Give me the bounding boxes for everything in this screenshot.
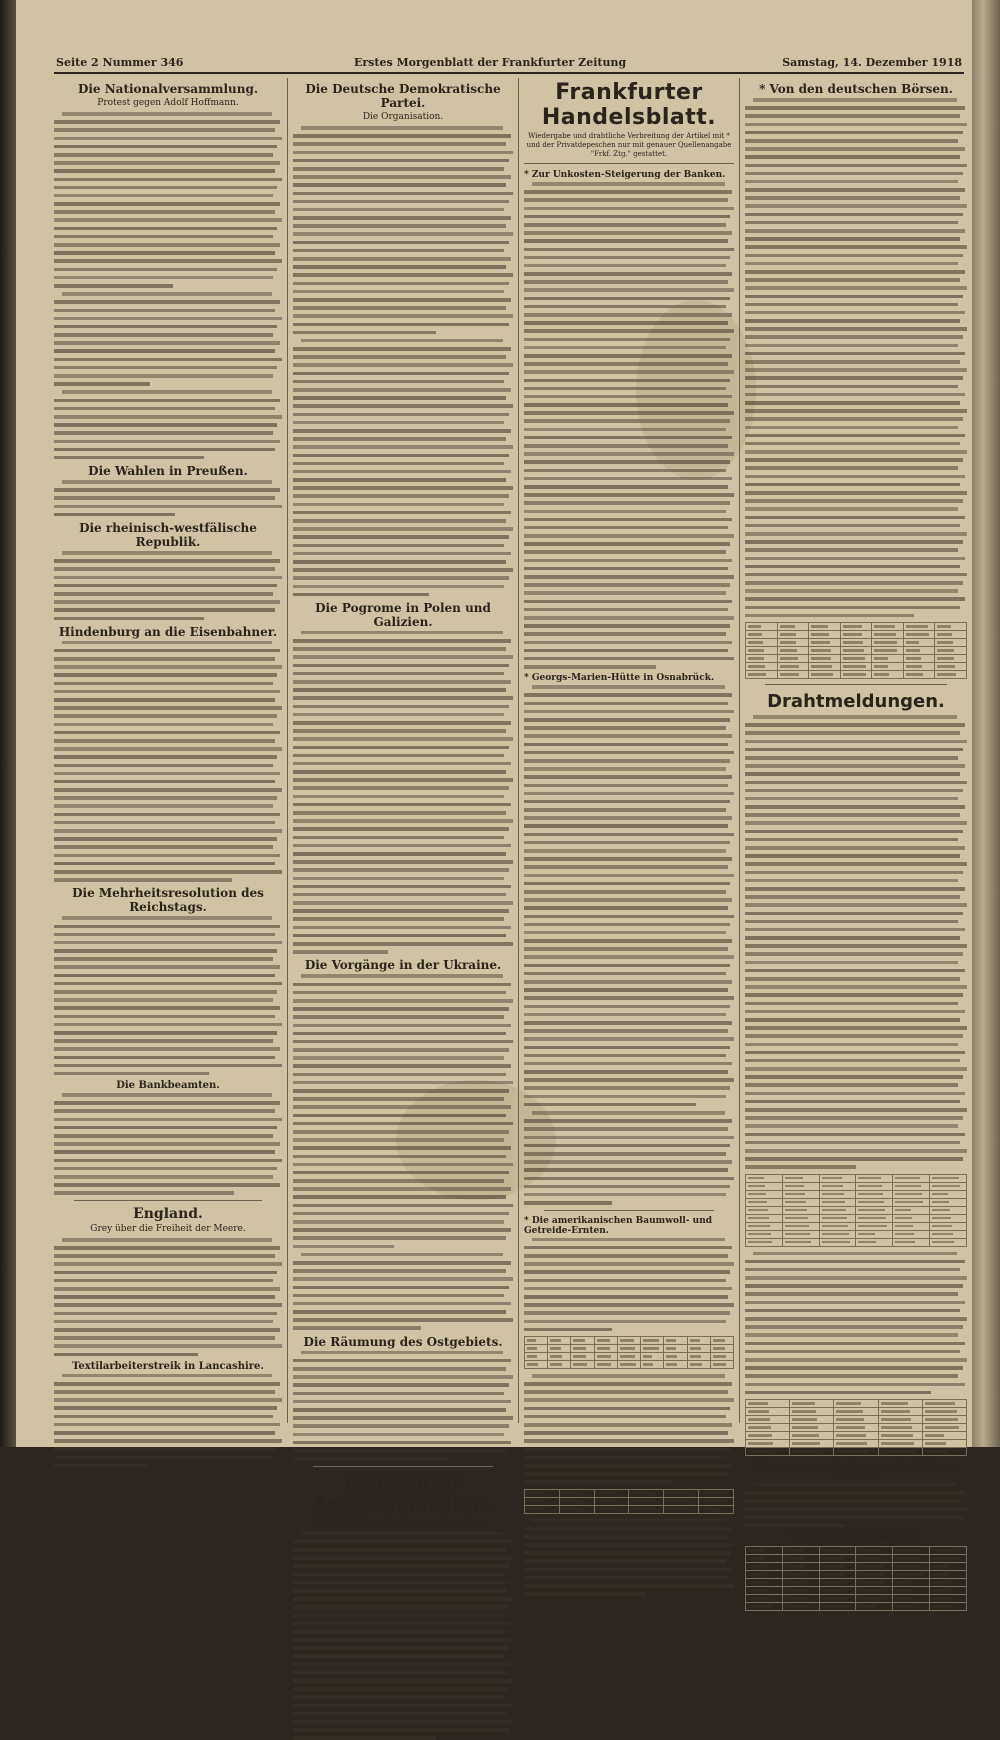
adjacent-page-edge [972, 0, 1000, 1447]
body-text-block [745, 715, 967, 1169]
body-text-block [524, 1519, 734, 1596]
issue-date: Samstag, 14. Dezember 1918 [782, 56, 962, 69]
weather-header: Wetterberichte v. 13. Dez. (vom Physik. Verein Frankfurt) [752, 1460, 960, 1481]
headline-ukraine: Die Vorgänge in der Ukraine. [304, 958, 502, 973]
headline-amerikanische-ernten: * Die amerikanischen Baumwoll- und Getreide-Ernten. [524, 1215, 713, 1236]
newspaper-page [16, 0, 972, 1542]
headline-nationalversammlung: Die Nationalversammlung. [77, 82, 259, 96]
body-text-block [524, 685, 734, 1106]
page-number: Seite 2 Nummer 346 [56, 56, 184, 69]
headline-england: England. [133, 1205, 203, 1222]
body-text-block [54, 551, 282, 620]
body-text-block [293, 1253, 513, 1330]
masthead [54, 54, 964, 74]
kurs-table [745, 1174, 967, 1247]
headline-hindenburg: Hindenburg an die Eisenbahner. [58, 624, 278, 639]
body-text-block [54, 390, 282, 459]
body-text-block [54, 112, 282, 288]
reprint-note: Wiedergabe und drahtliche Verbreitung der Artikel mit * und der Privatdepeschen nur mit genauer Quellenangabe "Frkf. Ztg." gestattet. [524, 132, 734, 164]
headline-raeumung: Die Räumung des Ostgebiets. [303, 1334, 503, 1349]
column-3 [524, 78, 734, 1423]
subheadline-protest: Protest gegen Adolf Hoffmann. [97, 98, 239, 108]
newspaper-name: Erstes Morgenblatt der Frankfurter Zeitung [354, 56, 627, 69]
section-title-drahtmeldungen: Drahtmeldungen. [767, 691, 945, 712]
baumwoll-table [524, 1489, 734, 1514]
body-text-block [524, 1111, 734, 1205]
headline-rheinisch-westfaelisch: Die rheinisch-westfälische Republik. [79, 521, 257, 549]
ernte-table [524, 1336, 734, 1369]
getreide-table [745, 1399, 967, 1456]
body-text-block [293, 974, 513, 1248]
headline-frankfurter-angelegenheiten: Frankfurter Angelegenheiten. [313, 1472, 493, 1515]
weather-table [745, 1546, 967, 1611]
seewarte-header: Von der Deutschen Seewarte. [790, 1532, 922, 1542]
body-text-block [54, 1238, 282, 1356]
headline-bankbeamten: Die Bankbeamten. [116, 1080, 220, 1092]
body-text-block [293, 126, 513, 334]
body-text-block [54, 1093, 282, 1195]
body-text-block [745, 98, 967, 617]
column-4 [745, 78, 967, 1542]
body-text-block [293, 1532, 513, 1740]
body-text-block [293, 1351, 513, 1461]
body-text-block [293, 339, 513, 596]
headline-georgs-marien-huette: * Georgs-Marien-Hütte in Osnabrück. [524, 673, 715, 684]
body-text-block [54, 1374, 282, 1468]
body-text-block [524, 1374, 734, 1484]
column-2 [293, 78, 513, 1528]
headline-mehrheitsresolution: Die Mehrheitsresolution des Reichstags. [72, 886, 264, 915]
book-binding [0, 0, 16, 1447]
body-text-block [524, 182, 734, 669]
devisen-table [745, 622, 967, 679]
body-text-block [54, 916, 282, 1075]
body-text-block [745, 1483, 967, 1528]
headline-wahlen-preussen: Die Wahlen in Preußen. [88, 464, 248, 479]
column-1 [54, 78, 282, 1423]
subheadline-grey: Grey über die Freiheit der Meere. [90, 1223, 246, 1234]
headline-pogrome: Die Pogrome in Polen und Galizien. [315, 600, 491, 629]
headline-textilarbeiter: Textilarbeiterstreik in Lancashire. [72, 1360, 264, 1372]
section-title-handelsblatt: Frankfurter Handelsblatt. [541, 80, 717, 130]
body-text-block [54, 292, 282, 386]
body-text-block [524, 1238, 734, 1332]
subheadline-soldatenloehne: Soldatenlöhne in der neutralen Zone. [317, 1517, 489, 1528]
headline-ddp: Die Deutsche Demokratische Partei. [305, 82, 501, 110]
subheadline-organisation: Die Organisation. [362, 112, 444, 122]
body-text-block [54, 480, 282, 516]
body-text-block [745, 1252, 967, 1395]
headline-deutsche-boersen: * Von den deutschen Börsen. [759, 82, 953, 96]
body-text-block [293, 631, 513, 954]
body-text-block [54, 641, 282, 882]
headline-unkosten-banken: * Zur Unkosten-Steigerung der Banken. [524, 170, 726, 180]
